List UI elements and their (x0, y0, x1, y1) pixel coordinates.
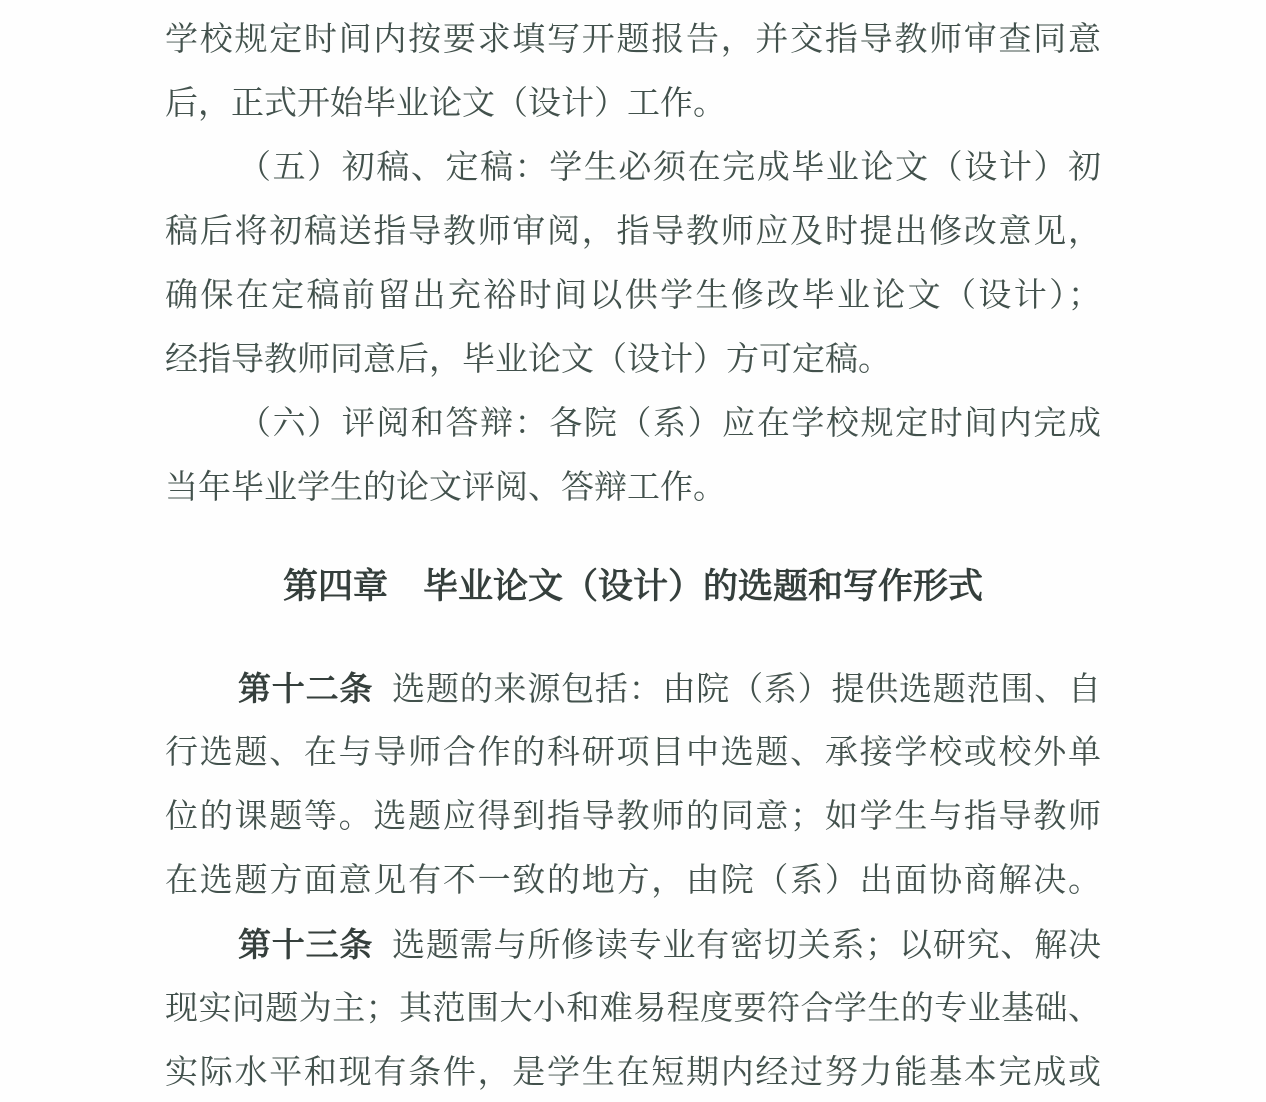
chapter-heading: 第四章 毕业论文（设计）的选题和写作形式 (282, 567, 983, 606)
text-line: 经指导教师同意后，毕业论文（设计）方可定稿。 (165, 342, 891, 378)
text-line: 学校规定时间内按要求填写开题报告，并交指导教师审查同意 (165, 22, 1101, 58)
text-line: 后，正式开始毕业论文（设计）工作。 (165, 86, 726, 122)
text-line: 在选题方面意见有不一致的地方，由院（系）出面协商解决。 (165, 863, 1101, 899)
document-body (165, 8, 1101, 1102)
text-line: （五）初稿、定稿：学生必须在完成毕业论文（设计）初 (238, 150, 1101, 186)
article-number-label: 第十三条 (238, 926, 374, 963)
text-line-body: 选题的来源包括：由院（系）提供选题范围、自 (392, 672, 1101, 708)
text-line: 现实问题为主；其范围大小和难易程度要符合学生的专业基础、 (165, 991, 1101, 1027)
text-line-body: 选题需与所修读专业有密切关系；以研究、解决 (392, 928, 1101, 964)
text-line: 位的课题等。选题应得到指导教师的同意；如学生与指导教师 (165, 799, 1101, 835)
text-line: （六）评阅和答辩：各院（系）应在学校规定时间内完成 (238, 406, 1101, 442)
text-line: 实际水平和现有条件，是学生在短期内经过努力能基本完成或 (165, 1055, 1101, 1091)
text-line: 行选题、在与导师合作的科研项目中选题、承接学校或校外单 (165, 735, 1101, 771)
text-line (165, 913, 1101, 977)
article-number-label: 第十二条 (238, 670, 374, 707)
text-line: 稿后将初稿送指导教师审阅，指导教师应及时提出修改意见， (165, 214, 1101, 250)
text-line: 确保在定稿前留出充裕时间以供学生修改毕业论文（设计）； (165, 278, 1101, 314)
text-line: 当年毕业学生的论文评阅、答辩工作。 (165, 470, 726, 506)
text-line (165, 657, 1101, 721)
